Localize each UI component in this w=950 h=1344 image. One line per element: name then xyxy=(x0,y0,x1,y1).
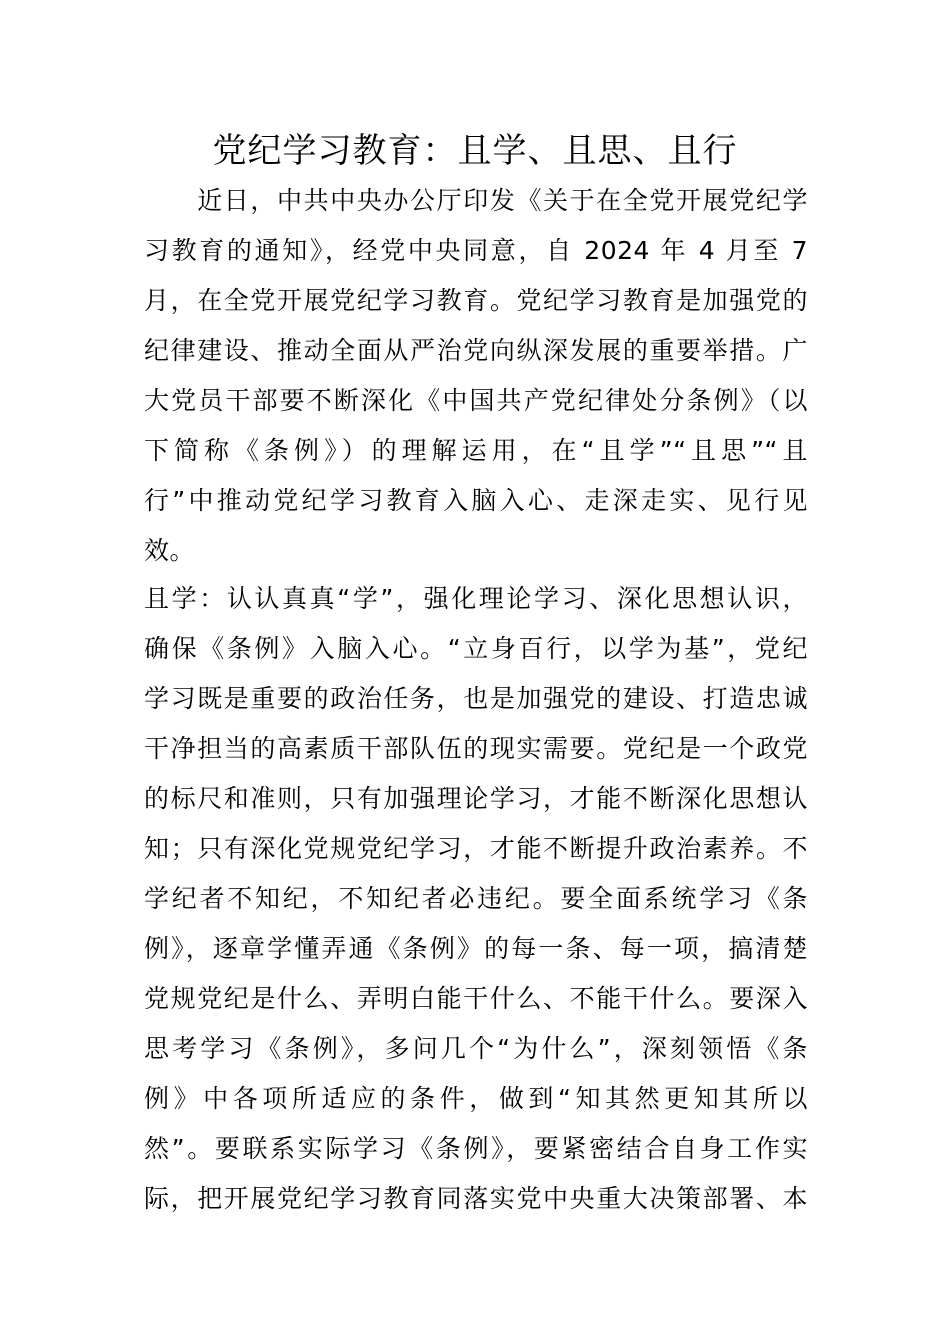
text-line: 然”。要联系实际学习《条例》，要紧密结合自身工作实 xyxy=(144,1134,808,1163)
text-line: 习教育的通知》，经党中央同意，自 2024 年 4 月至 7 xyxy=(144,236,808,265)
text-line: 的标尺和准则，只有加强理论学习，才能不断深化思想认 xyxy=(144,784,808,813)
text-line: 知；只有深化党规党纪学习，才能不断提升政治素养。不 xyxy=(144,834,808,863)
text-line: 学纪者不知纪，不知纪者必违纪。要全面系统学习《条 xyxy=(144,884,808,913)
text-line: 学习既是重要的政治任务，也是加强党的建设、打造忠诚 xyxy=(144,684,808,713)
text-line: 纪律建设、推动全面从严治党向纵深发展的重要举措。广 xyxy=(144,336,808,365)
text-line: 月，在全党开展党纪学习教育。党纪学习教育是加强党的 xyxy=(144,286,808,315)
document-title: 党纪学习教育：且学、且思、且行 xyxy=(212,131,738,171)
text-line: 例》中各项所适应的条件，做到“知其然更知其所以 xyxy=(144,1084,808,1113)
text-line: 大党员干部要不断深化《中国共产党纪律处分条例》（以 xyxy=(144,386,808,415)
text-line: 确保《条例》入脑入心。“立身百行，以学为基”，党纪 xyxy=(144,634,808,663)
text-line: 例》，逐章学懂弄通《条例》的每一条、每一项，搞清楚 xyxy=(144,934,808,963)
text-line: 干净担当的高素质干部队伍的现实需要。党纪是一个政党 xyxy=(144,734,808,763)
text-line: 际，把开展党纪学习教育同落实党中央重大决策部署、本 xyxy=(144,1184,808,1213)
text-line: 行”中推动党纪学习教育入脑入心、走深走实、见行见 xyxy=(144,486,808,515)
text-line: 近日，中共中央办公厅印发《关于在全党开展党纪学 xyxy=(144,186,808,215)
text-line: 思考学习《条例》，多问几个“为什么”，深刻领悟《条 xyxy=(144,1034,808,1063)
paragraph-intro xyxy=(144,176,808,576)
text-line: 且学：认认真真“学”，强化理论学习、深化思想认识， xyxy=(144,584,808,613)
text-line: 党规党纪是什么、弄明白能干什么、不能干什么。要深入 xyxy=(144,984,808,1013)
text-line: 效。 xyxy=(144,536,196,565)
paragraph-qiexue xyxy=(144,574,808,1224)
text-line: 下简称《条例》）的理解运用，在“且学”“且思”“且 xyxy=(144,436,808,465)
